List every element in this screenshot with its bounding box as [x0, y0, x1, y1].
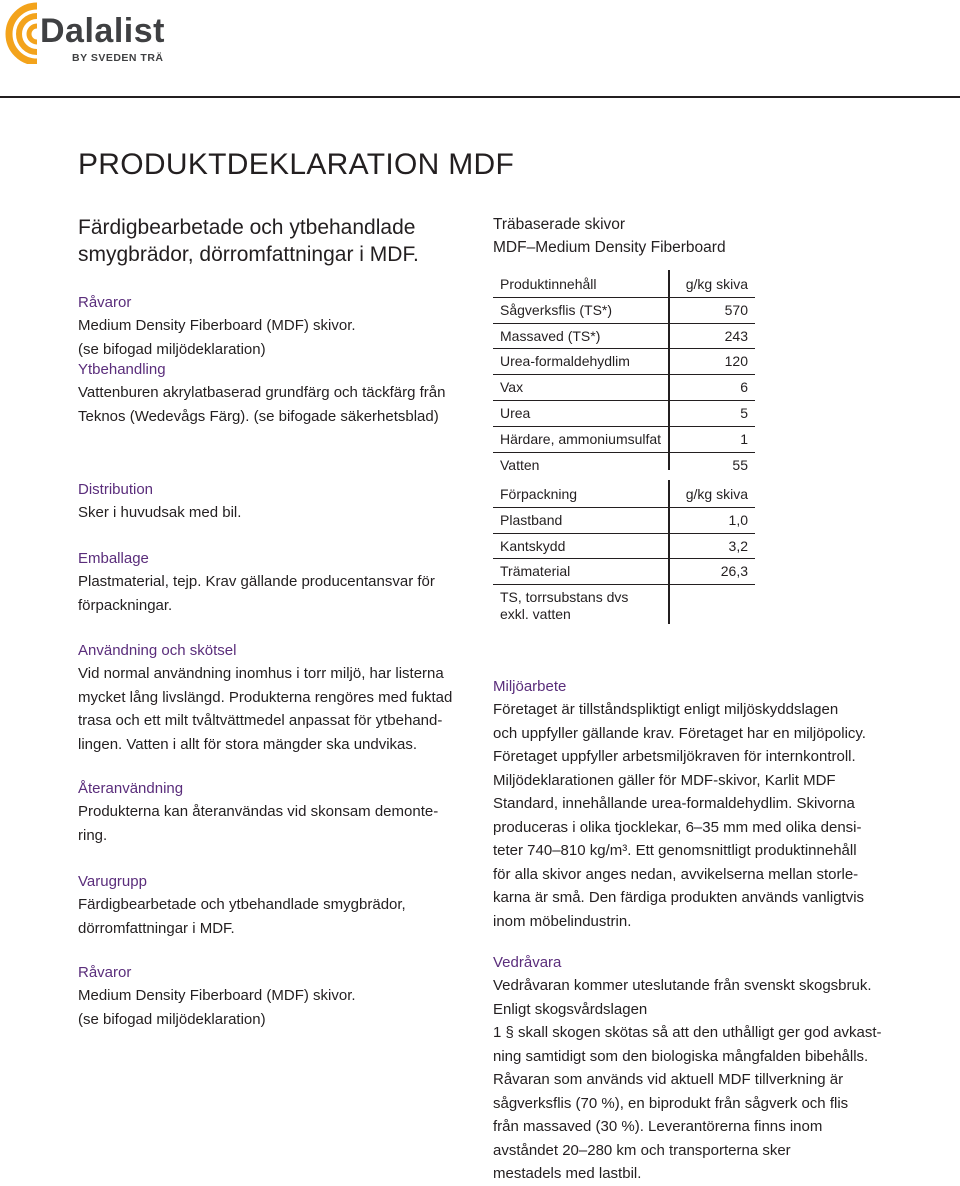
table-column-divider: [668, 480, 670, 624]
brand-tagline: BY SVEDEN TRÄ: [72, 52, 164, 64]
table-row: [493, 324, 755, 350]
table-cell: Urea-formaldehydlim: [500, 353, 630, 370]
table-row: [493, 508, 755, 534]
table-column-divider: [668, 270, 670, 470]
packaging-table: [493, 482, 755, 623]
table-header-cell: Förpackning: [500, 486, 578, 502]
board-type-heading: [493, 214, 726, 259]
section-heading: Råvaror: [78, 294, 132, 311]
table-cell: 6: [740, 379, 748, 396]
page-title: PRODUKTDEKLARATION MDF: [78, 148, 515, 181]
header-divider: [0, 96, 960, 98]
section-heading: Återanvändning: [78, 780, 184, 797]
table-cell: Härdare, ammoniumsulfat: [500, 430, 662, 447]
table-cell: Vatten: [500, 456, 540, 473]
section-heading: Ytbehandling: [78, 361, 166, 378]
brand-name: Dalalist: [40, 12, 165, 50]
section-body: Plastmaterial, tejp. Krav gällande producentansvar för förpackningar.: [78, 573, 435, 614]
section-body: Sker i huvudsak med bil.: [78, 504, 242, 521]
section-environmental-work: [493, 676, 893, 933]
section-product-group: [78, 871, 478, 940]
table-cell: Vax: [500, 379, 524, 396]
section-heading: Användning och skötsel: [78, 642, 237, 659]
table-cell: 243: [724, 327, 748, 344]
table-cell: Trämaterial: [500, 563, 571, 580]
table-cell: 1: [740, 430, 748, 447]
section-packaging: [78, 548, 478, 617]
table-cell: 3,2: [728, 537, 748, 554]
table-cell: Urea: [500, 404, 531, 421]
section-body: Vid normal användning inomhus i torr miljö, har listerna mycket lång livslängd. Produkterna rengöres med fuktad trasa och ett milt tvåltvättmedel anpassat för ytbehand- lingen. Vatten i allt för stora mängder ska undvikas.: [78, 665, 453, 753]
section-heading: Varugrupp: [78, 873, 147, 890]
table-header-row: [493, 272, 755, 298]
table-cell: Massaved (TS*): [500, 327, 601, 344]
section-heading: Vedråvara: [493, 954, 562, 971]
section-body: Medium Density Fiberboard (MDF) skivor. (se bifogad miljödeklaration): [78, 987, 356, 1028]
board-type-line2: MDF–Medium Density Fiberboard: [493, 238, 726, 256]
table-row: [493, 349, 755, 375]
section-heading: Distribution: [78, 481, 154, 498]
table-header-row: [493, 482, 755, 508]
table-header-cell: Produktinnehåll: [500, 276, 597, 292]
section-distribution: [78, 479, 478, 525]
section-body: Produkterna kan återanvändas vid skonsam demonte- ring.: [78, 803, 439, 844]
section-body: Företaget är tillståndspliktigt enligt miljöskyddslagen och uppfyller gällande krav. Företaget har en miljöpolicy. Företaget uppfyller arbetsmiljökraven för internkontroll. Miljödeklarationen gäller för MDF-skivor, Karlit MDF Standard, innehållande urea-formaldehydlim. Skivorna produceras i olika tjocklekar, 6–35 mm med olika densi- teter 740–810 kg/m³. Ett genomsnittligt produktinnehåll för alla skivor anges nedan, avvikelserna mellan storle- karna är små. Den färdiga produkten används vanligtvis inom möbelindustrin.: [493, 701, 866, 930]
section-raw-materials-2: [78, 962, 478, 1031]
table-header-cell: g/kg skiva: [685, 276, 748, 292]
section-reuse: [78, 778, 478, 847]
section-surface-treatment: [78, 359, 478, 428]
section-heading: Råvaror: [78, 964, 132, 981]
table-cell: 120: [724, 353, 748, 370]
section-body: Medium Density Fiberboard (MDF) skivor. (se bifogad miljödeklaration): [78, 317, 356, 358]
table-cell: Plastband: [500, 511, 563, 528]
table-row: [493, 298, 755, 324]
table-cell: 1,0: [728, 511, 748, 528]
section-body: Vattenburen akrylatbaserad grundfärg och täckfärg från Teknos (Wedevågs Färg). (se bifogade säkerhetsblad): [78, 384, 446, 425]
document-subtitle: Färdigbearbetade och ytbehandlade smygbrädor, dörromfattningar i MDF.: [78, 216, 419, 266]
table-header-cell: g/kg skiva: [685, 486, 748, 502]
product-content-table: [493, 272, 755, 477]
table-cell: 5: [740, 404, 748, 421]
table-row: [493, 534, 755, 560]
table-cell: 26,3: [720, 563, 748, 580]
table-row: [493, 375, 755, 401]
section-body: Färdigbearbetade och ytbehandlade smygbrädor, dörromfattningar i MDF.: [78, 896, 406, 937]
table-row: [493, 401, 755, 427]
table-row: [493, 427, 755, 453]
table-footnote: TS, torrsubstans dvs exkl. vatten: [500, 589, 629, 623]
table-cell: 570: [724, 301, 748, 318]
board-type-line1: Träbaserade skivor: [493, 216, 626, 233]
section-wood-raw-material: [493, 952, 893, 1186]
table-row: [493, 453, 755, 478]
section-heading: Miljöarbete: [493, 678, 567, 695]
table-cell: 55: [732, 456, 748, 473]
section-raw-materials: [78, 292, 478, 361]
section-heading: Emballage: [78, 550, 149, 567]
section-use-and-care: [78, 640, 478, 756]
table-row: [493, 559, 755, 585]
section-body: Vedråvaran kommer uteslutande från svenskt skogsbruk. Enligt skogsvårdslagen 1 § skall skogen skötas så att den uthålligt ger god avkast- ning samtidigt som den biologiska mångfalden bibehålls. Råvaran som används vid aktuell MDF tillverkning är sågverksflis (70 %), en biprodukt från sågverk och flis från massaved (30 %). Leverantörerna finns inom avståndet 20–280 km och transporterna sker mestadels med lastbil.: [493, 977, 882, 1182]
table-cell: Kantskydd: [500, 537, 566, 554]
table-cell: Sågverksflis (TS*): [500, 301, 613, 318]
